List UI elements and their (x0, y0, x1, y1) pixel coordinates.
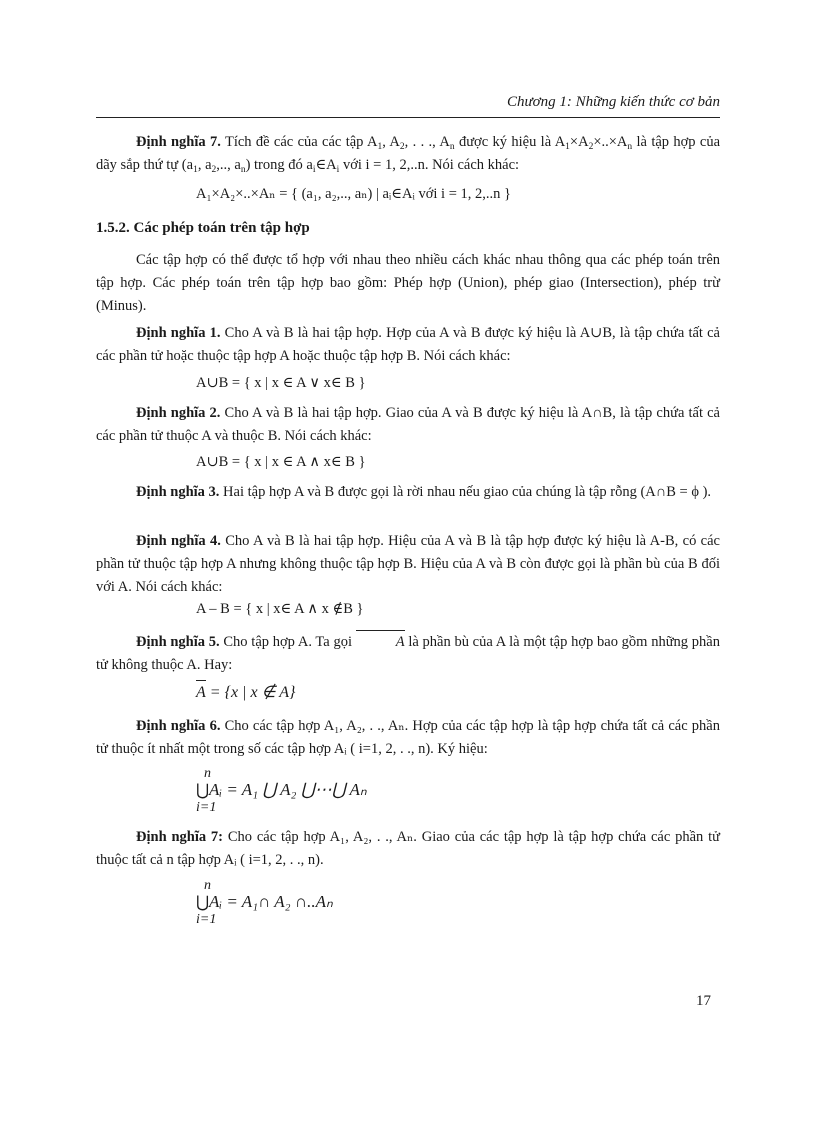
lower-bound: i=1 (196, 800, 217, 815)
complement-symbol: A (356, 630, 405, 654)
intersection-expression: Aᵢ = A₁∩ A₂ ∩..Aₙ (209, 892, 333, 911)
union-operator-icon: ⋃ (196, 782, 210, 799)
lower-bound: i=1 (196, 912, 217, 927)
def-label: Định nghĩa 2. (136, 405, 221, 421)
def3-paragraph: Định nghĩa 3. Hai tập hợp A và B được gọi là rời nhau nếu giao của chúng là tập rỗng (A∩B = ϕ ). (136, 484, 712, 500)
def7b-paragraph: Định nghĩa 7: Cho các tập hợp A₁, A₂, . ., Aₙ. Giao của các tập hợp là tập hợp chứa các phần tử thuộc tất cả n tập hợp Aᵢ ( i=1, 2, . ., n). (96, 829, 720, 868)
intro-paragraph: Các tập hợp có thể được tổ hợp với nhau theo nhiều cách khác nhau thông qua các phép toán trên tập hợp. Các phép toán trên tập hợp bao gồm: Phép hợp (Union), phép giao (Intersection), phép trừ (Minus). (96, 252, 720, 314)
def1-formula: A∪B = { x | x ∈ A ∨ x∈ B } (196, 375, 366, 391)
def5-formula (196, 680, 295, 704)
def-label: Định nghĩa 7: (136, 829, 224, 845)
def7-cartesian-paragraph: Định nghĩa 7. Tích đề các của các tập $A_1$, $A_2$, . . ., $A_n$ được ký hiệu là $A_1\times A_2\times..\times A_n$ là tập hợp của dãy sắp thứ tự ($a_1$, $a_2$,.., $a_n$) trong đó $a_i\in A_i$ với i = 1, 2,..n. Nói cách khác: (96, 134, 721, 175)
def2-paragraph: Định nghĩa 2. Cho A và B là hai tập hợp. Giao của A và B được ký hiệu là A∩B, là tập chứa tất cả các phần tử thuộc A và thuộc B. Nói cách khác: (96, 405, 720, 444)
def5-paragraph: Định nghĩa 5. Cho tập hợp A. Ta gọi A là phần bù của A là một tập hợp bao gồm những phần tử không thuộc A. Hay: (96, 630, 720, 677)
header-rule (96, 117, 720, 118)
def-label: Định nghĩa 7. (136, 134, 221, 150)
def-label: Định nghĩa 5. (136, 634, 220, 650)
def4-formula: A – B = { x | x∈ A ∧ x ∉B } (196, 601, 364, 617)
page-number: 17 (696, 993, 711, 1009)
def2-formula: A∪B = { x | x ∈ A ∧ x∈ B } (196, 454, 366, 470)
def-label: Định nghĩa 3. (136, 484, 220, 500)
upper-bound: n (204, 878, 211, 893)
def4-paragraph: Định nghĩa 4. Cho A và B là hai tập hợp. Hiệu của A và B là tập hợp được ký hiệu là A-B, có các phần tử thuộc tập hợp A nhưng không thuộc tập hợp B. Hiệu của A và B còn được gọi là phần bù của B đối với A. Nói cách khác: (96, 533, 720, 595)
running-header: Chương 1: Những kiến thức cơ bản (506, 94, 720, 110)
union-expression: Aᵢ = A₁ ⋃ A₂ ⋃⋯⋃ Aₙ (209, 780, 367, 799)
def-label: Định nghĩa 6. (136, 718, 221, 734)
def-label: Định nghĩa 1. (136, 325, 221, 341)
def1-paragraph: Định nghĩa 1. Cho A và B là hai tập hợp. Hợp của A và B được ký hiệu là A∪B, là tập chứa tất cả các phần tử hoặc thuộc tập hợp A hoặc thuộc tập hợp B. Nói cách khác: (96, 325, 720, 364)
def-label: Định nghĩa 4. (136, 533, 221, 549)
upper-bound: n (204, 766, 211, 781)
union-operator-icon: ⋃ (196, 894, 210, 911)
complement-lhs: A (196, 680, 206, 704)
def6-paragraph: Định nghĩa 6. Cho các tập hợp A₁, A₂, . ., Aₙ. Hợp của các tập hợp là tập hợp chứa tất cả các phần tử thuộc ít nhất một trong số các tập hợp Aᵢ ( i=1, 2, . ., n). Ký hiệu: (96, 718, 720, 757)
complement-rhs: = {x | x ∉ A} (205, 684, 296, 701)
def7-cartesian-formula: A₁×A₂×..×Aₙ = { (a₁, a₂,.., aₙ) | aᵢ∈Aᵢ với i = 1, 2,..n } (196, 186, 511, 202)
section-heading: 1.5.2. Các phép toán trên tập hợp (96, 220, 310, 236)
